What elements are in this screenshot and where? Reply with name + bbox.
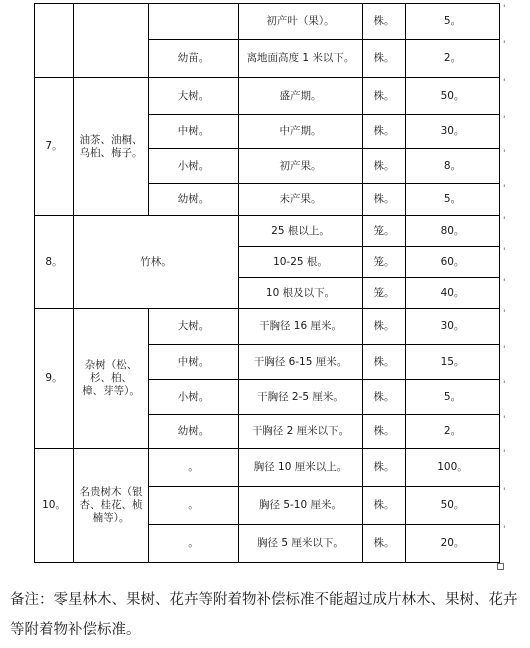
price-cell: 8。 — [443, 159, 462, 172]
grade-cell: 大树。 — [177, 320, 210, 332]
unit-cell: 株。 — [373, 89, 395, 102]
grade-cell: 。 — [188, 499, 199, 511]
unit-cell: 株。 — [373, 390, 395, 403]
row-end-mark: ' — [503, 415, 506, 425]
row-number: 8。 — [45, 255, 63, 268]
unit-cell: 株。 — [373, 125, 395, 137]
unit-cell: 株。 — [373, 15, 395, 27]
spec-cell: 胸径 5 厘米以下。 — [257, 537, 344, 549]
species-name: 杂树（松、杉、柏、樟、芽等）。 — [82, 359, 140, 397]
row-end-mark: ' — [503, 278, 506, 288]
unit-cell: 株。 — [373, 355, 395, 368]
spec-cell: 盛产期。 — [279, 89, 322, 102]
grade-cell: 中树。 — [177, 355, 210, 368]
grade-cell: 中树。 — [177, 125, 210, 137]
row-end-mark: ' — [503, 345, 506, 355]
price-cell: 20。 — [440, 537, 465, 549]
unit-cell: 株。 — [373, 537, 395, 549]
grade-cell: 幼树。 — [177, 425, 210, 437]
price-cell: 50。 — [440, 499, 465, 511]
price-cell: 5。 — [443, 390, 462, 403]
spec-cell: 未产果。 — [279, 193, 322, 205]
row-end-mark: ' — [503, 184, 506, 194]
grade-cell: 幼苗。 — [177, 52, 210, 64]
spec-cell: 25 根以上。 — [271, 224, 330, 237]
price-cell: 2。 — [443, 52, 462, 64]
spec-cell: 初产果。 — [279, 159, 322, 172]
price-cell: 60。 — [440, 255, 465, 268]
row-end-mark: ' — [503, 487, 506, 497]
row-end-mark: ' — [503, 309, 506, 319]
table-resize-handle[interactable] — [497, 563, 504, 570]
grade-cell: 大树。 — [177, 89, 210, 102]
price-cell: 30。 — [440, 320, 465, 332]
unit-cell: 株。 — [373, 52, 395, 64]
grade-cell: 幼树。 — [177, 193, 210, 205]
price-cell: 15。 — [440, 355, 465, 368]
species-name: 竹林。 — [140, 255, 172, 268]
unit-cell: 株。 — [373, 320, 395, 332]
row-end-mark: ' — [503, 380, 506, 390]
unit-cell: 株。 — [373, 193, 395, 205]
spec-cell: 中产期。 — [279, 125, 322, 137]
unit-cell: 株。 — [373, 425, 395, 437]
spec-cell: 干胸径 6-15 厘米。 — [253, 355, 348, 368]
spec-cell: 胸径 5-10 厘米。 — [258, 499, 342, 511]
spec-cell: 离地面高度 1 米以下。 — [246, 52, 355, 64]
price-cell: 2。 — [443, 425, 462, 437]
unit-cell: 笼。 — [373, 224, 395, 237]
grade-cell: 小树。 — [177, 390, 210, 403]
row-end-mark: ' — [503, 115, 506, 125]
spec-cell: 干胸径 2-5 厘米。 — [257, 390, 344, 403]
row-number: 7。 — [45, 140, 63, 152]
row-end-mark: ' — [503, 525, 506, 535]
grade-cell: 。 — [188, 461, 199, 473]
row-end-mark: ' — [503, 149, 506, 159]
price-cell: 5。 — [443, 15, 462, 27]
price-cell: 5。 — [443, 193, 462, 205]
grade-cell: 。 — [188, 537, 199, 549]
unit-cell: 笼。 — [373, 255, 395, 268]
spec-cell: 10 根及以下。 — [265, 286, 336, 299]
spec-cell: 干胸径 2 厘米以下。 — [251, 425, 350, 437]
spec-cell: 初产叶（果）。 — [266, 15, 335, 27]
price-cell: 80。 — [440, 224, 465, 237]
spec-cell: 干胸径 16 厘米。 — [258, 320, 343, 332]
price-cell: 50。 — [440, 89, 465, 102]
row-end-mark: ' — [503, 78, 506, 88]
unit-cell: 株。 — [373, 461, 395, 473]
price-cell: 40。 — [440, 286, 465, 299]
row-end-mark: ' — [503, 40, 506, 50]
spec-cell: 10-25 根。 — [273, 255, 328, 268]
row-end-mark: ' — [503, 449, 506, 459]
spec-cell: 胸径 10 厘米以上。 — [253, 461, 348, 473]
row-end-mark: ' — [503, 216, 506, 226]
unit-cell: 笼。 — [373, 286, 395, 299]
row-end-mark: ' — [503, 247, 506, 257]
unit-cell: 株。 — [373, 159, 395, 172]
species-name: 油茶、油桐、乌桕、梅子。 — [79, 133, 143, 159]
footnote: 备注：零星林木、果树、花卉等附着物补偿标准不能超过成片林木、果树、花卉等附着物补偿标准。 — [10, 592, 518, 638]
row-number: 9。 — [45, 372, 63, 384]
price-cell: 100。 — [437, 461, 468, 473]
row-number: 10。 — [42, 499, 66, 511]
grade-cell: 小树。 — [177, 159, 210, 172]
species-name: 名贵树木（银杏、桂花、桢楠等）。 — [79, 486, 143, 524]
unit-cell: 株。 — [373, 499, 395, 511]
row-end-mark: ' — [503, 4, 506, 14]
price-cell: 30。 — [440, 125, 465, 137]
